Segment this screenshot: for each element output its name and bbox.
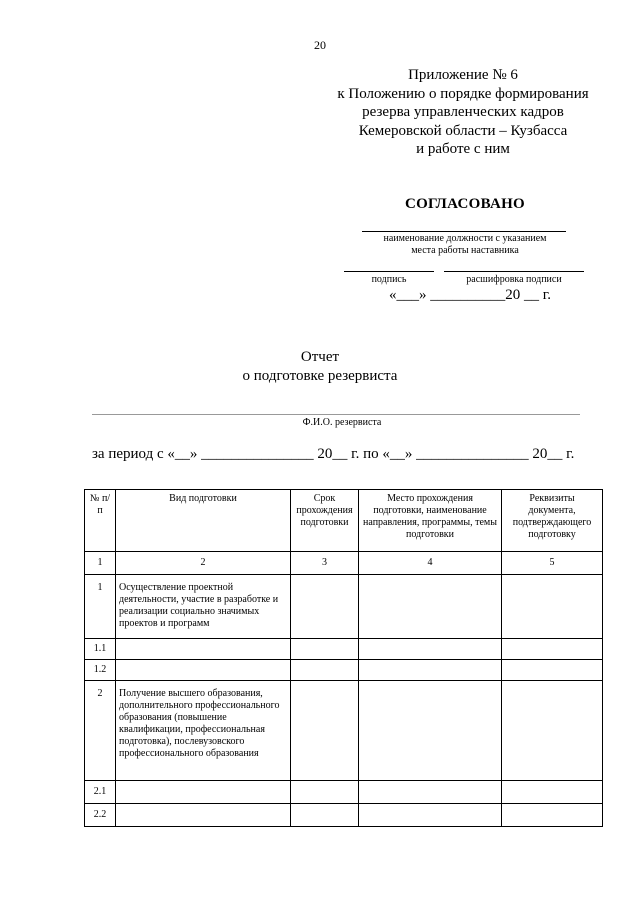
row-document-cell xyxy=(502,681,603,781)
row-document-cell xyxy=(502,781,603,804)
position-underline xyxy=(362,231,566,232)
column-number-cell: 2 xyxy=(116,552,291,575)
fio-underline xyxy=(92,414,580,415)
row-place-cell xyxy=(359,681,502,781)
header-cell: Срок прохождения подготовки xyxy=(291,490,359,552)
appendix-header xyxy=(318,66,608,159)
row-place-cell xyxy=(359,575,502,639)
appendix-line: Кемеровской области – Кузбасса xyxy=(358,122,568,139)
header-cell: Вид подготовки xyxy=(116,490,291,552)
table-row xyxy=(85,804,603,827)
row-type xyxy=(116,660,291,681)
table-row xyxy=(85,639,603,660)
row-number: 2.1 xyxy=(85,781,116,804)
row-period-cell xyxy=(291,804,359,827)
row-number: 1.2 xyxy=(85,660,116,681)
column-number-cell: 5 xyxy=(502,552,603,575)
signature-underline xyxy=(344,271,434,272)
header-cell: № п/п xyxy=(85,490,116,552)
training-table xyxy=(84,489,603,827)
decryption-underline xyxy=(444,271,584,272)
row-number: 2.2 xyxy=(85,804,116,827)
row-number: 2 xyxy=(85,681,116,781)
row-place-cell xyxy=(359,804,502,827)
report-title xyxy=(0,348,640,386)
row-document-cell xyxy=(502,660,603,681)
appendix-line: Приложение № 6 xyxy=(408,67,518,83)
position-caption-line: места работы наставника xyxy=(411,245,519,256)
row-type xyxy=(116,781,291,804)
row-period-cell xyxy=(291,639,359,660)
header-cell: Реквизиты документа, подтверждающего подготовку xyxy=(502,490,603,552)
table-row xyxy=(85,575,603,639)
table-row xyxy=(85,660,603,681)
row-period-cell xyxy=(291,781,359,804)
period-line: за период с «__» _______________ 20__ г. по «__» _______________ 20__ г. xyxy=(92,446,575,462)
appendix-line: резерва управленческих кадров xyxy=(362,104,564,120)
column-number-cell: 1 xyxy=(85,552,116,575)
row-period-cell xyxy=(291,660,359,681)
report-title-line: Отчет xyxy=(300,349,340,365)
approval-date-line: «___» __________20 __ г. xyxy=(389,287,551,303)
table-row xyxy=(85,781,603,804)
row-place-cell xyxy=(359,639,502,660)
table-header-row xyxy=(85,490,603,552)
approval-title: СОГЛАСОВАНО xyxy=(404,196,526,212)
row-document-cell xyxy=(502,639,603,660)
row-type xyxy=(116,804,291,827)
row-type: Получение высшего образования, дополнительного профессионального образования (повышение квалификации, профессиональная подготовка), послевузовского профессионального образования xyxy=(116,681,291,781)
row-document-cell xyxy=(502,804,603,827)
row-number: 1.1 xyxy=(85,639,116,660)
header-cell: Место прохождения подготовки, наименование направления, программы, темы подготовки xyxy=(359,490,502,552)
column-number-cell: 4 xyxy=(359,552,502,575)
column-number-row xyxy=(85,552,603,575)
appendix-line: и работе с ним xyxy=(416,141,510,157)
row-type: Осуществление проектной деятельности, участие в разработке и реализации социально значимых проектов и программ xyxy=(116,575,291,639)
page-number: 20 xyxy=(314,38,326,52)
position-caption-line: наименование должности с указанием xyxy=(383,233,547,244)
row-period-cell xyxy=(291,575,359,639)
row-place-cell xyxy=(359,660,502,681)
signature-caption: подпись xyxy=(371,274,407,285)
row-document-cell xyxy=(502,575,603,639)
column-number-cell: 3 xyxy=(291,552,359,575)
table-row xyxy=(85,681,603,781)
report-subtitle-line: о подготовке резервиста xyxy=(242,368,398,384)
row-period-cell xyxy=(291,681,359,781)
position-caption xyxy=(345,233,585,257)
row-place-cell xyxy=(359,781,502,804)
fio-caption: Ф.И.О. резервиста xyxy=(302,417,382,428)
row-number: 1 xyxy=(85,575,116,639)
decryption-caption: расшифровка подписи xyxy=(466,274,562,285)
appendix-line: к Положению о порядке формирования xyxy=(337,85,589,102)
row-type xyxy=(116,639,291,660)
